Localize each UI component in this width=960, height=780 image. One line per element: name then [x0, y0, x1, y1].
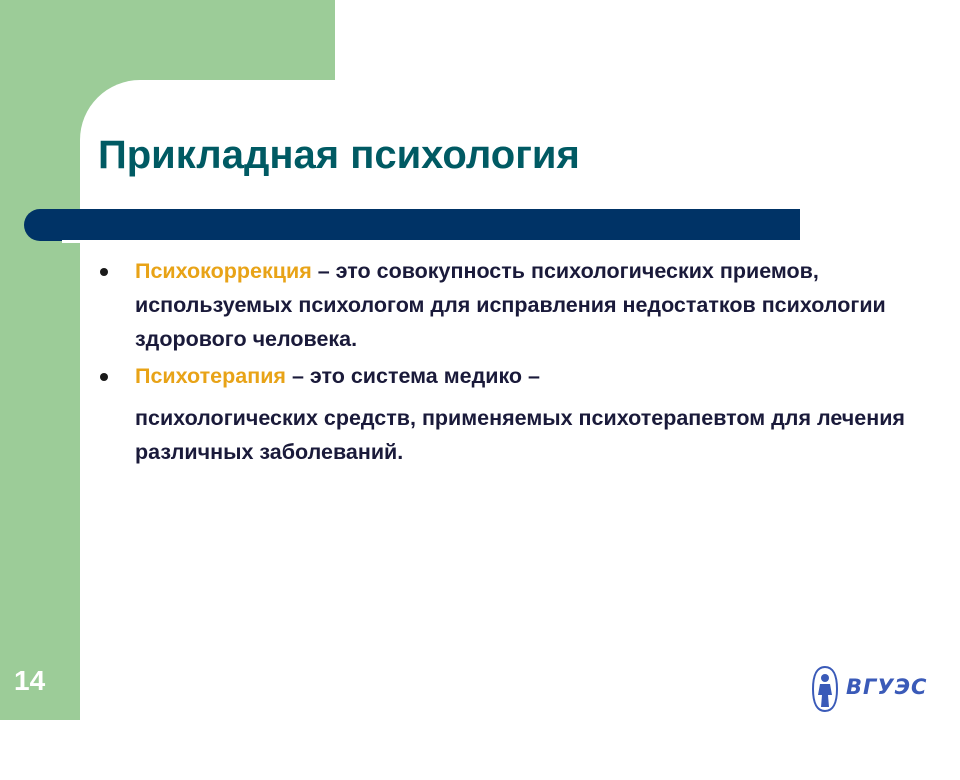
slide-title: Прикладная психология — [98, 133, 580, 177]
bullet-list — [100, 254, 920, 469]
bullet-dot-icon — [100, 373, 108, 381]
bullet-item-psychotherapy — [100, 359, 920, 469]
page-number: 14 — [14, 665, 46, 696]
university-emblem-icon — [810, 665, 840, 713]
bullet-term: Психокоррекция — [135, 259, 312, 283]
bullet-term: Психотерапия — [135, 364, 286, 388]
bullet-text: – это совокупность психологических приемов, используемых психологом для исправления недостатков психологии здорового человека. — [135, 259, 886, 351]
bullet-text: – это система медико – — [285, 364, 540, 388]
bullet-item-psychocorrection — [100, 254, 920, 356]
university-logo — [810, 665, 928, 715]
title-underline-bar — [24, 209, 800, 241]
title-bar-divider — [62, 240, 800, 243]
logo-text: ВГУЭС — [846, 675, 928, 699]
bullet-dot-icon — [100, 268, 108, 276]
bullet-continuation: психологических средств, применяемых психотерапевтом для лечения различных заболеваний. — [135, 406, 905, 464]
